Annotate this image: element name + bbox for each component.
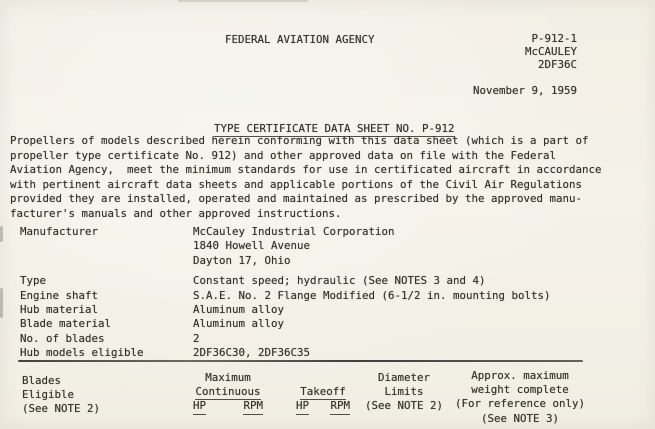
detail-value: Aluminum alloy xyxy=(193,317,285,331)
header-note: (See NOTE 3) xyxy=(480,411,559,425)
detail-label: Hub models eligible xyxy=(20,346,144,360)
detail-label: Engine shaft xyxy=(20,288,99,302)
header-line: Diameter xyxy=(377,371,430,384)
intro-line-5: provided they are installed, operated and maintained as prescribed by the approved manu- xyxy=(10,192,583,206)
hp-rpm-subheader xyxy=(193,399,263,415)
detail-label xyxy=(20,254,193,268)
detail-label: Blade material xyxy=(20,317,112,331)
table-header-diameter-limits xyxy=(365,371,443,414)
header-line: Maximum xyxy=(205,371,251,384)
detail-row-hub-models xyxy=(20,346,551,360)
header-line: Approx. maximum xyxy=(471,369,569,382)
header-line xyxy=(193,385,263,399)
detail-row-type xyxy=(20,274,551,288)
ref-manufacturer: McCAULEY xyxy=(524,45,577,59)
detail-value: S.A.E. No. 2 Flange Modified (6-1/2 in. mounting bolts) xyxy=(193,288,551,302)
header-line: Blades xyxy=(22,374,62,387)
detail-row-engine-shaft xyxy=(20,289,551,303)
rpm-label: RPM xyxy=(243,399,263,415)
ref-model: 2DF36C xyxy=(537,58,577,72)
scan-edge-artifact-top xyxy=(178,0,308,2)
header-line xyxy=(296,385,350,399)
detail-row-address-street xyxy=(20,239,551,253)
table-header-maximum-continuous xyxy=(193,371,263,415)
detail-row-manufacturer xyxy=(20,225,551,239)
scan-smudge-left-2 xyxy=(0,288,3,318)
continuous-underlined: Continuous xyxy=(195,385,261,399)
table-header-blades-eligible xyxy=(22,374,100,417)
header-note: (See NOTE 2) xyxy=(365,399,444,413)
takeoff-underlined: Takeoff xyxy=(300,385,346,398)
details-section xyxy=(20,225,551,361)
detail-row-hub-material xyxy=(20,303,551,317)
table-header-approx-weight xyxy=(454,369,586,426)
detail-row-no-of-blades xyxy=(20,332,551,346)
detail-value: 1840 Howell Avenue xyxy=(193,239,311,253)
table-header-takeoff xyxy=(296,385,350,415)
rpm-label: RPM xyxy=(330,399,350,415)
issue-date: November 9, 1959 xyxy=(472,84,577,97)
hp-label: HP xyxy=(296,399,309,415)
intro-paragraph xyxy=(10,134,602,221)
detail-label: Manufacturer xyxy=(20,225,99,238)
detail-value: McCauley Industrial Corporation xyxy=(193,225,395,238)
detail-value: 2 xyxy=(193,331,200,345)
detail-label: Hub material xyxy=(20,303,99,317)
hp-label: HP xyxy=(193,399,206,415)
intro-line-1: Propellers of models described herein conforming with this data sheet (which is a part of xyxy=(10,134,589,147)
reference-block xyxy=(430,32,577,72)
agency-name: FEDERAL AVIATION AGENCY xyxy=(225,33,375,46)
header-note: (See NOTE 2) xyxy=(22,402,101,416)
detail-value: Aluminum alloy xyxy=(193,303,285,317)
scan-smudge-left-1 xyxy=(0,226,3,242)
detail-label: Type xyxy=(20,274,47,288)
intro-line-6: facturer's manuals and other approved instructions. xyxy=(10,206,342,220)
detail-value: Dayton 17, Ohio xyxy=(193,253,291,267)
detail-row-blade-material xyxy=(20,317,551,331)
detail-label xyxy=(20,239,193,253)
header-note: (For reference only) xyxy=(454,397,585,411)
section-divider-rule xyxy=(18,360,583,362)
detail-row-address-city xyxy=(20,254,551,268)
detail-value: 2DF36C30, 2DF36C35 xyxy=(193,346,311,360)
document-title-text: TYPE CERTIFICATE DATA SHEET NO. P-912 xyxy=(214,122,455,136)
hp-rpm-subheader xyxy=(296,399,350,415)
intro-line-2: propeller type certificate No. 912) and other approved data on file with the Federal xyxy=(10,148,557,162)
header-line: weight complete xyxy=(471,383,569,397)
header-line: Limits xyxy=(384,385,424,399)
header-line: Eligible xyxy=(22,388,75,402)
intro-line-3: Aviation Agency, meet the minimum standards for use in certificated aircraft in accordance xyxy=(10,163,602,177)
detail-label: No. of blades xyxy=(20,331,105,345)
ref-doc-number: P-912-1 xyxy=(531,32,577,45)
intro-line-4: with pertinent aircraft data sheets and applicable portions of the Civil Air Regulations xyxy=(10,177,583,191)
detail-value: Constant speed; hydraulic (See NOTES 3 and 4) xyxy=(193,274,486,288)
